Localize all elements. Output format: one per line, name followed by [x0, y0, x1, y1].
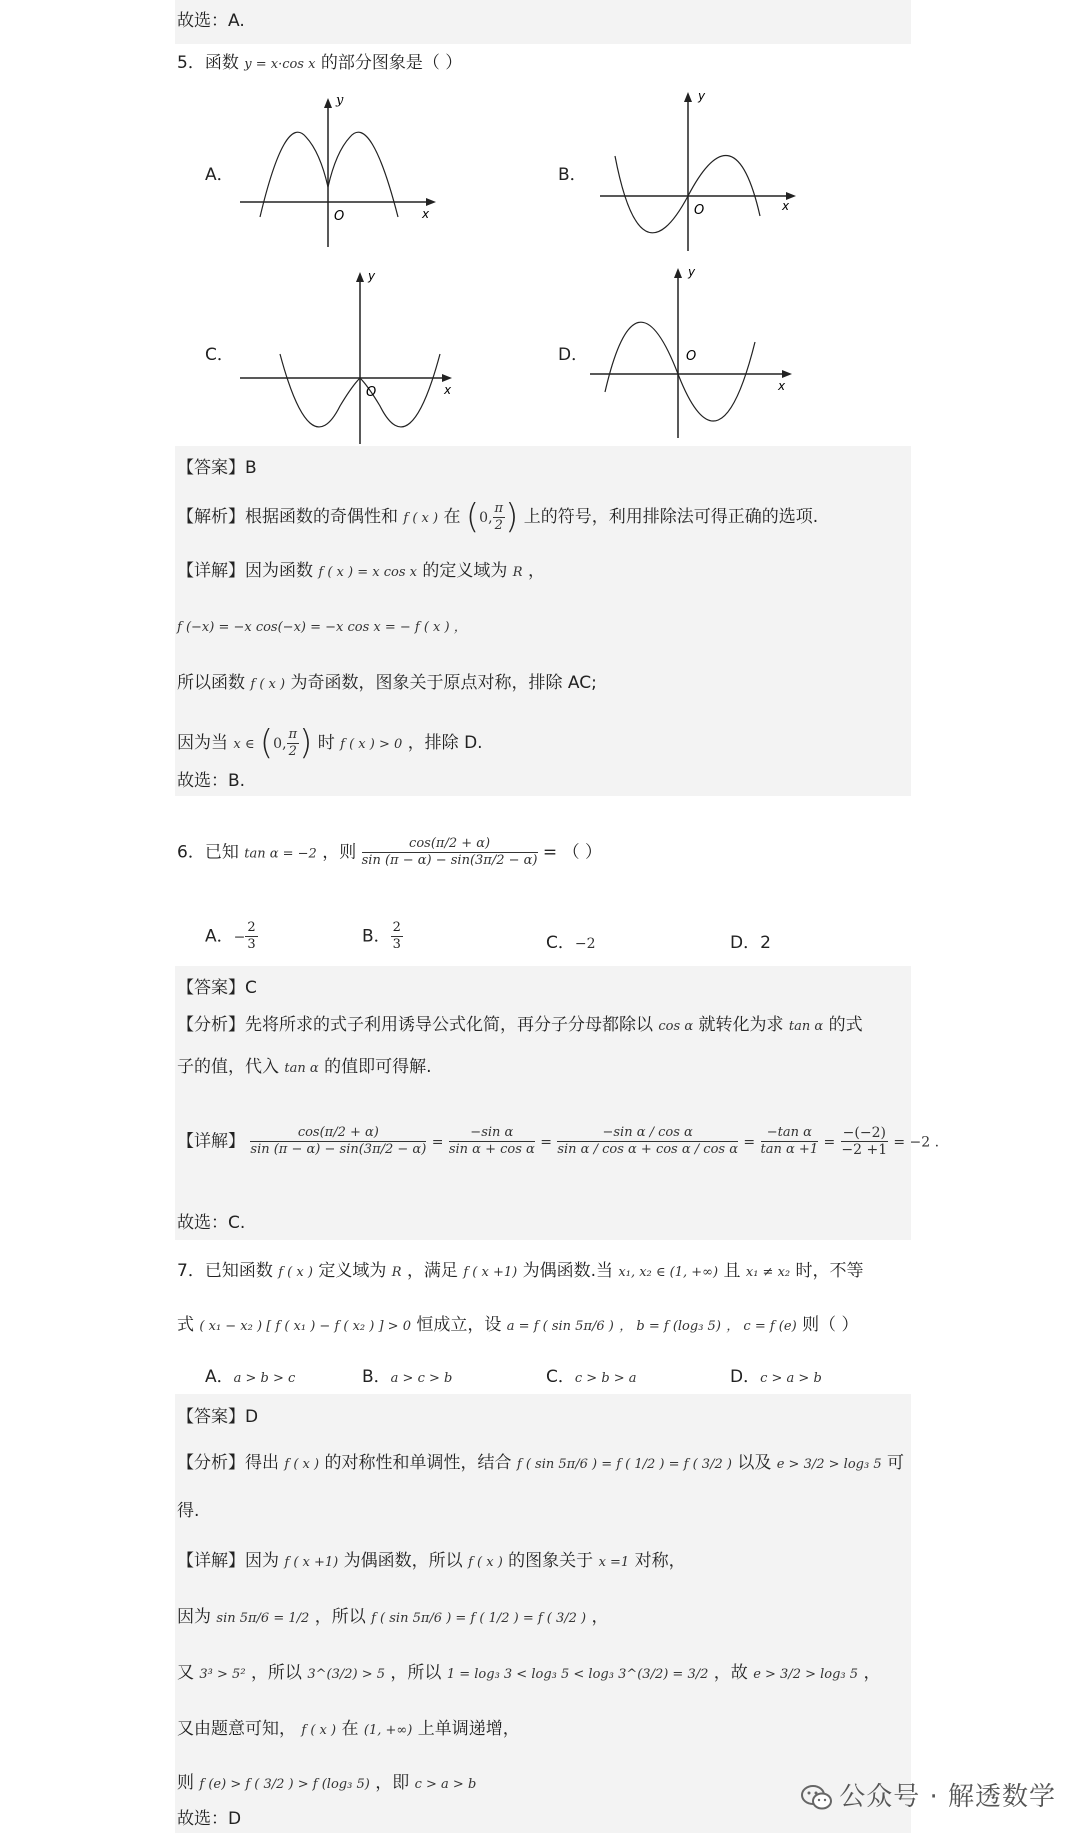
q7-an-c: 以及 — [737, 1453, 772, 1473]
q5-analysis-text-c: 上的符号，利用排除法可得正确的选项. — [523, 507, 819, 527]
q7-answer: 【答案】D — [177, 1407, 259, 1427]
q6-analysis-c: 的式 — [828, 1015, 863, 1035]
q5-answer: 【答案】B — [177, 458, 257, 478]
q5-option-a-label: A． — [205, 165, 234, 185]
q5-d-origin: O — [686, 349, 697, 364]
q5-line2: f (−x) = −x cos(−x) = −x cos x = − f ( x ) ， — [177, 620, 467, 635]
answer-block-prev — [175, 0, 911, 44]
q5-analysis-fx: f ( x ) — [403, 511, 439, 526]
q6-detail-label: 【详解】 — [177, 1131, 245, 1152]
q5-option-d-label: D． — [558, 345, 589, 365]
q7-option-c-label: C． — [546, 1367, 575, 1387]
q6-analysis-b: 就转化为求 — [698, 1015, 784, 1035]
wechat-icon — [801, 1784, 833, 1812]
q6-detail-eq2-num: −sin α — [449, 1125, 535, 1142]
q7-d1-b: 为偶函数，所以 — [343, 1551, 463, 1571]
q7-d2-a: 因为 — [177, 1607, 211, 1627]
q6-question — [177, 836, 602, 869]
q5-b-y-label: y — [698, 89, 706, 103]
q7-d1-fx1: f ( x +1) — [284, 1555, 339, 1570]
q7-d5-b: ，即 — [375, 1773, 410, 1793]
q5-b-x-label: x — [782, 199, 790, 213]
q5-line4-pi: π — [288, 726, 298, 742]
q7-detail-3 — [177, 1660, 880, 1688]
q6-option-c-value: −2 — [574, 936, 596, 952]
q5-line3-a: 所以函数 — [177, 673, 245, 693]
q7-d1-fx: f ( x ) — [468, 1555, 503, 1570]
q5-line4-a: 因为当 — [177, 733, 228, 753]
q7-d3-chain: 1 = log₃ 3 < log₃ 5 < log₃ 3^(3/2) = 3/2 — [446, 1667, 709, 1682]
q6-analysis-tan2: tan α — [284, 1061, 319, 1076]
q6-detail-eq1-num: cos(π/2 + α) — [250, 1125, 426, 1142]
q7-d1-a: 【详解】因为 — [177, 1551, 279, 1571]
watermark-text: 公众号 · 解透数学 — [839, 1782, 1056, 1812]
q5-line3-b: 为奇函数，图象关于原点对称，排除 AC; — [290, 673, 597, 693]
q7-d2-expr: f ( sin 5π/6 ) = f ( 1/2 ) = f ( 3/2 ) — [371, 1611, 587, 1626]
q7-d5-a: 则 — [177, 1773, 194, 1793]
q7-detail-1 — [177, 1548, 686, 1576]
q7-d2-sin: sin 5π/6 = 1/2 — [216, 1611, 310, 1626]
q6-option-b-label: B． — [362, 926, 391, 947]
q5-question — [177, 50, 462, 78]
q6-option-a — [205, 920, 258, 953]
q6-analysis-2 — [177, 1054, 431, 1082]
q6-option-b — [362, 920, 403, 953]
q7-l2-c-def: ， c = f (e) — [726, 1319, 797, 1334]
q6-option-a-minus: − — [233, 929, 246, 946]
q7-option-b-value: a > c > b — [390, 1371, 453, 1386]
q5-line4-interval: 0, — [273, 736, 287, 752]
q5-suffix: 的部分图象是（ ） — [320, 53, 463, 73]
q5-line4: 因为当 x ∈ (0, $\frac{\pi}{2}$ ) 时 f ( x ) > 0 ，排除 D. — [177, 723, 483, 763]
q7-l2-a: 式 — [177, 1315, 194, 1335]
q7-detail-4 — [177, 1716, 520, 1744]
q5-option-c-label: C． — [205, 345, 234, 365]
q5-line4-x: x ∈ — [233, 737, 255, 752]
q7-line2 — [177, 1312, 858, 1340]
q5-analysis-text-a: 【解析】根据函数的奇偶性和 — [177, 507, 398, 527]
q5-detail-formula: f ( x ) = x cos x — [318, 565, 417, 580]
q7-option-a-value: a > b > c — [233, 1371, 296, 1386]
q6-option-a-den: 3 — [247, 937, 256, 952]
q7-d4-c: 上单调递增， — [417, 1719, 520, 1739]
q7-an-d: 可 — [887, 1453, 904, 1473]
q7-conclusion: 故选：D — [177, 1809, 242, 1829]
q5-c-origin: O — [366, 385, 377, 400]
q7-l1-d: 为偶函数.当 — [522, 1261, 614, 1281]
q6-detail-result: = −2 . — [893, 1134, 940, 1151]
q7-d3-b: ，所以 — [250, 1663, 302, 1683]
q6-detail-eq4-den: tan α +1 — [760, 1142, 819, 1157]
q7-l1-R: R — [391, 1265, 402, 1280]
q7-d1-x1: x =1 — [598, 1555, 630, 1570]
q7-option-d-value: c > a > b — [760, 1371, 822, 1386]
q6-mid: ，则 — [322, 842, 357, 863]
q6-detail-eq3-den: sin α / cos α + cos α / cos α — [557, 1142, 738, 1157]
q7-analysis-2: 得. — [177, 1501, 200, 1521]
q5-option-b-label: B． — [558, 165, 587, 185]
q7-detail-5 — [177, 1770, 476, 1798]
q6-detail-eq3-num: −sin α / cos α — [557, 1125, 738, 1142]
q6-detail: 【详解】 $\frac{\cos(\pi/2 + \alpha)}{\sin (\pi - \alpha) - \sin(3\pi/2 - \alpha)}$ = $\frac{\text{−sin α}}{\text{sin α + cos α}}$ = $\frac{\text{−sin α / cos α}}{\text{sin α / cos α + cos α / cos α}}$ = $\frac{\text{−tan α}}{\text{tan α +1}}$ = $\frac{-(-2)}{-2 +1}$ = −2 . — [177, 1125, 940, 1158]
q5-analysis-interval: 0, — [479, 510, 493, 526]
q5-detail-text-a: 【详解】因为函数 — [177, 561, 313, 581]
q7-d4-a: 又由题意可知， — [177, 1719, 296, 1739]
q6-fraction-num: cos(π/2 + α) — [362, 836, 538, 853]
q5-d-y-label: y — [688, 265, 696, 279]
q7-l1-e: 且 — [723, 1261, 741, 1281]
q5-formula: y = x·cos x — [244, 57, 316, 72]
q6-detail-eq5-num: −(−2) — [842, 1125, 886, 1141]
q6-analysis-cos: cos α — [658, 1019, 694, 1034]
q7-d3-f: ， — [863, 1663, 881, 1683]
q5-c-y-label: y — [368, 269, 376, 283]
q7-l2-b: 恒成立，设 — [416, 1315, 502, 1335]
q7-d4-fx: f ( x ) — [301, 1723, 337, 1738]
q7-d3-e: e > 3/2 > log₃ 5 — [753, 1667, 859, 1682]
q7-d1-c: 的图象关于 — [508, 1551, 594, 1571]
q6-fraction-den: sin (π − α) − sin(3π/2 − α) — [361, 853, 538, 868]
q7-an-b: 的对称性和单调性，结合 — [324, 1453, 512, 1473]
q6-detail-eq1-den: sin (π − α) − sin(3π/2 − α) — [250, 1142, 427, 1157]
q5-a-origin: O — [334, 209, 345, 224]
q5-c-x-label: x — [444, 383, 452, 397]
q5-detail — [177, 558, 545, 586]
q7-l1-x12: x₁, x₂ ∈ (1, +∞) — [618, 1265, 719, 1280]
q7-l1-fx1: f ( x +1) — [463, 1265, 518, 1280]
q5-line4-ineq: f ( x ) > 0 — [340, 737, 403, 752]
q5-a-y-label: y — [336, 93, 344, 108]
q6-option-a-num: 2 — [247, 920, 256, 935]
q6-option-b-den: 3 — [392, 937, 401, 952]
q7-l1-neq: x₁ ≠ x₂ — [745, 1265, 791, 1280]
watermark — [801, 1776, 1056, 1813]
q7-d1-d: 对称， — [634, 1551, 686, 1571]
q7-l1-c: ，满足 — [406, 1261, 458, 1281]
q5-line3-fx: f ( x ) — [250, 677, 286, 692]
q5-line4-two: 2 — [288, 743, 297, 759]
q6-detail-eq4-num: −tan α — [761, 1125, 819, 1142]
q5-a-x-label: x — [422, 207, 430, 221]
q7-d4-int: (1, +∞) — [363, 1723, 413, 1738]
q7-an-fx: f ( x ) — [284, 1457, 320, 1472]
q5-detail-R: R — [512, 565, 523, 580]
q5-graph-d — [590, 262, 800, 442]
q7-option-a — [205, 1362, 295, 1387]
q6-solution-block — [175, 966, 911, 1240]
q5-detail-text-c: ， — [527, 561, 545, 581]
q5-graph-a — [240, 92, 440, 252]
q6-option-d: D．2 — [730, 933, 771, 953]
q5-conclusion: 故选：B. — [177, 771, 246, 791]
q7-l1-b: 定义域为 — [318, 1261, 387, 1281]
q6-detail-eq5-den: −2 +1 — [841, 1142, 888, 1158]
q5-analysis: 【解析】根据函数的奇偶性和 f ( x ) 在 (0, $\frac{\pi}{2}$ ) 上的符号，利用排除法可得正确的选项. — [177, 497, 819, 537]
q6-analysis-a: 【分析】先将所求的式子利用诱导公式化简，再分子分母都除以 — [177, 1015, 653, 1035]
q7-d3-c: ，所以 — [390, 1663, 442, 1683]
q5-analysis-two: 2 — [494, 517, 503, 533]
q7-d3-d: ，故 — [713, 1663, 748, 1683]
q6-option-c — [546, 928, 596, 953]
q5-analysis-pi: π — [494, 500, 504, 516]
q5-graph-b — [600, 86, 800, 256]
q7-l2-a-def: a = f ( sin 5π/6 ) — [506, 1319, 614, 1334]
q7-l1-fx: f ( x ) — [278, 1265, 313, 1280]
q7-l1-a: 7．已知函数 — [177, 1261, 273, 1281]
q5-detail-text-b: 的定义域为 — [422, 561, 508, 581]
q7-d3-a: 又 — [177, 1663, 194, 1683]
q7-d5-expr: f (e) > f ( 3/2 ) > f (log₃ 5) — [199, 1777, 370, 1792]
q5-b-origin: O — [694, 203, 705, 218]
q6-analysis-1 — [177, 1012, 863, 1040]
q7-option-d-label: D． — [730, 1367, 761, 1387]
q5-graph-c — [240, 266, 460, 446]
q7-option-d — [730, 1362, 822, 1387]
q5-line4-b: 时 — [317, 733, 335, 753]
q6-detail-eq2-den: sin α + cos α — [448, 1142, 535, 1157]
q7-detail-2 — [177, 1604, 609, 1632]
q6-given: tan α = −2 — [244, 846, 317, 862]
q5-analysis-text-b: 在 — [443, 507, 461, 527]
q7-analysis — [177, 1450, 904, 1478]
q7-l1-f: 时，不等 — [795, 1261, 864, 1281]
q7-d3-pow2: 3^(3/2) > 5 — [307, 1667, 386, 1682]
q5-d-x-label: x — [778, 379, 786, 393]
q7-an-ineq: e > 3/2 > log₃ 5 — [776, 1457, 882, 1472]
q6-prefix: 6．已知 — [177, 842, 239, 863]
q7-option-b — [362, 1362, 452, 1387]
q7-option-a-label: A． — [205, 1367, 234, 1387]
q6-analysis-d: 子的值，代入 — [177, 1057, 279, 1077]
q7-an-a: 【分析】得出 — [177, 1453, 279, 1473]
q6-analysis-e: 的值即可得解. — [324, 1057, 432, 1077]
q6-option-c-label: C． — [546, 933, 575, 953]
q7-d2-c: ， — [591, 1607, 609, 1627]
q7-d3-pow: 3³ > 5² — [199, 1667, 246, 1682]
q6-answer: 【答案】C — [177, 978, 257, 998]
q6-option-a-label: A． — [205, 926, 234, 947]
q6-suffix: = （ ） — [542, 842, 602, 863]
q7-l2-c: 则（ ） — [802, 1315, 859, 1335]
q7-an-expr: f ( sin 5π/6 ) = f ( 1/2 ) = f ( 3/2 ) — [516, 1457, 732, 1472]
q7-d2-b: ，所以 — [314, 1607, 366, 1627]
q7-l2-ineq: ( x₁ − x₂ ) [ f ( x₁ ) − f ( x₂ ) ] > 0 — [199, 1319, 411, 1334]
q5-line3 — [177, 670, 597, 698]
q7-d5-res: c > a > b — [414, 1777, 477, 1792]
q6-option-b-num: 2 — [392, 920, 401, 935]
q7-line1 — [177, 1258, 864, 1286]
q5-prefix: 5．函数 — [177, 53, 239, 73]
prev-answer: 故选：A. — [177, 11, 245, 31]
q7-l2-b-def: ， b = f (log₃ 5) — [619, 1319, 721, 1334]
q5-line4-c: ，排除 D. — [407, 733, 483, 753]
q6-analysis-tan: tan α — [788, 1019, 824, 1034]
q7-option-b-label: B． — [362, 1367, 391, 1387]
q7-d4-b: 在 — [341, 1719, 359, 1739]
q6-conclusion: 故选：C. — [177, 1213, 246, 1233]
q7-option-c-value: c > b > a — [574, 1371, 637, 1386]
q7-option-c — [546, 1362, 637, 1387]
